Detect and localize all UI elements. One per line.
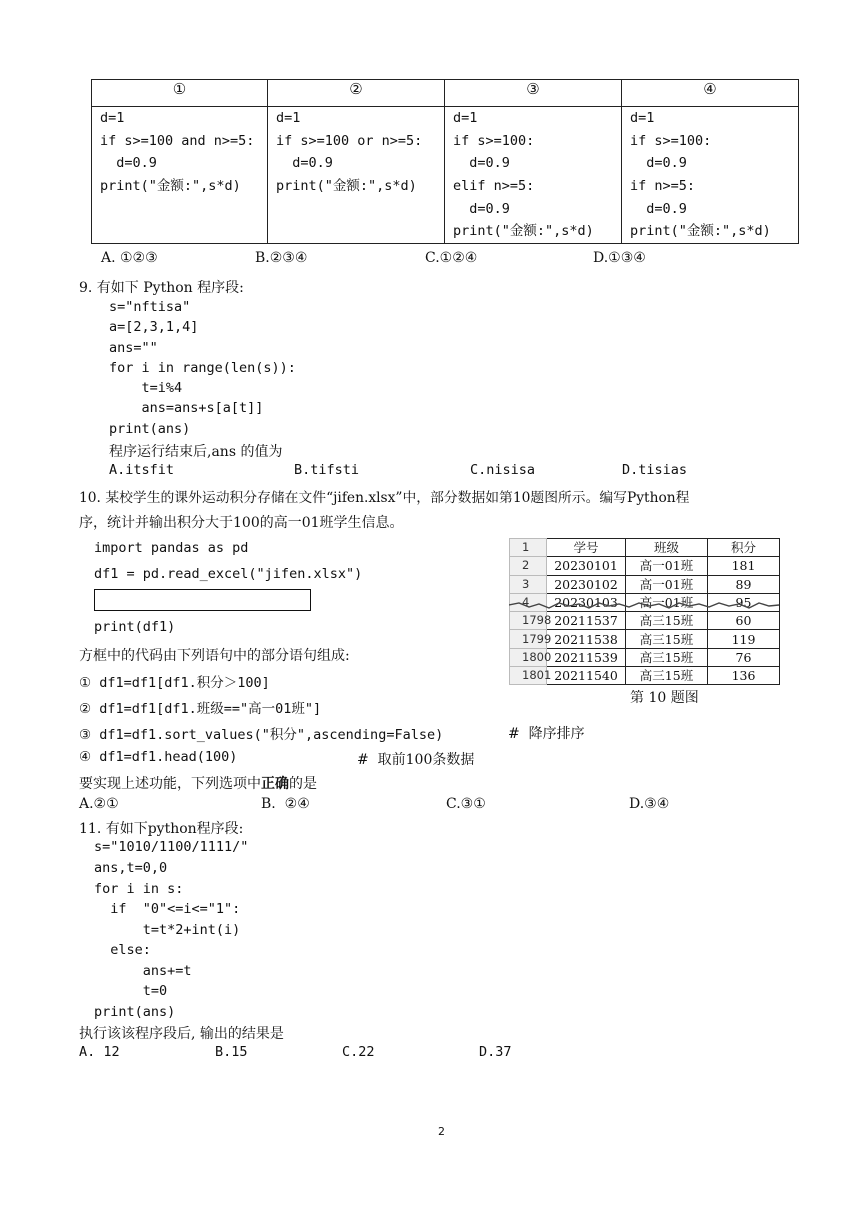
cell-class: 高一01班: [626, 557, 708, 575]
code-line: d=0.9: [630, 200, 687, 217]
code-line: elif n>=5:: [453, 178, 535, 195]
q10-question-end: 的是: [289, 776, 317, 792]
table-row: [510, 557, 780, 575]
code-line: print(ans): [109, 421, 191, 437]
code-line: ans,t=0,0: [94, 860, 168, 876]
table-row: [510, 539, 780, 557]
cell-class: 高三15班: [626, 612, 708, 630]
q10-statement-3: ③ df1=df1.sort_values("积分",ascending=False): [79, 727, 444, 743]
code-line: print("金额:",s*d): [630, 223, 771, 240]
q8-header-4: ④: [622, 80, 799, 107]
cell-class: 高三15班: [626, 648, 708, 666]
row-index: 2: [510, 557, 547, 575]
q10-question-bold: 正确: [261, 776, 289, 792]
code-line: d=0.9: [453, 200, 510, 217]
column-header: 学号: [547, 539, 626, 557]
code-line: for i in range(len(s)):: [109, 360, 296, 376]
tear-line: [509, 603, 779, 608]
q10-option-a: A.②①: [79, 796, 119, 812]
q10-comment-3: # 降序排序: [508, 726, 585, 742]
cell-id: 20211540: [547, 667, 626, 685]
code-line: d=1: [100, 110, 125, 126]
q11-option-b: B.15: [215, 1044, 248, 1060]
q9-option-a: A.itsfit: [109, 462, 175, 478]
cell-score: 60: [708, 612, 780, 630]
q8-code-cell-4: [622, 107, 799, 244]
row-index: 1798: [510, 612, 547, 630]
q8-code-cell-1: [92, 107, 268, 244]
q10-option-d: D.③④: [629, 796, 670, 812]
code-line: d=1: [276, 110, 301, 126]
q10-stem-line2: 序，统计并输出积分大于100的高一01班学生信息。: [79, 515, 404, 531]
code-line: print("金额:",s*d): [100, 178, 241, 195]
q10-statement-2: ② df1=df1[df1.班级=="高一01班"]: [79, 701, 322, 717]
code-line: t=0: [94, 983, 168, 999]
code-line: d=1: [630, 110, 655, 126]
cell-id: 20230102: [547, 575, 626, 593]
cell-class: 高三15班: [626, 630, 708, 648]
q8-header-row: [92, 80, 799, 107]
code-line: d=0.9: [100, 155, 157, 172]
cell-score: 181: [708, 557, 780, 575]
cell-score: 119: [708, 630, 780, 648]
q8-code-table: [91, 79, 799, 244]
code-line: if s>=100 and n>=5:: [100, 132, 255, 149]
code-line: for i in s:: [94, 881, 184, 897]
code-line: if s>=100:: [630, 132, 712, 149]
q8-code-cell-3: [445, 107, 622, 244]
code-line: df1 = pd.read_excel("jifen.xlsx"): [94, 566, 363, 582]
cell-id: 20211537: [547, 612, 626, 630]
code-line: if n>=5:: [630, 178, 696, 195]
code-line: if "0"<=i<="1":: [94, 901, 241, 917]
code-line: ans="": [109, 340, 158, 356]
q10-figure-caption: 第 10 题图: [630, 690, 699, 706]
cell-id: 20211538: [547, 630, 626, 648]
cell-id: 20230103: [547, 593, 626, 611]
table-row: [510, 648, 780, 666]
code-line: print("金额:",s*d): [453, 223, 594, 240]
column-header: 班级: [626, 539, 708, 557]
q10-comment-4: # 取前100条数据: [357, 752, 475, 768]
code-line: s="nftisa": [109, 299, 191, 315]
code-line: t=t*2+int(i): [94, 922, 241, 938]
q8-option-b: B.②③④: [255, 250, 308, 266]
q11-option-c: C.22: [342, 1044, 375, 1060]
q11-question: 执行该该程序段后, 输出的结果是: [79, 1026, 284, 1042]
q10-answer-box: [94, 589, 311, 611]
q10-option-c: C.③①: [446, 796, 486, 812]
row-index: 1: [510, 539, 547, 557]
cell-score: 136: [708, 667, 780, 685]
q8-code-cell-2: [268, 107, 445, 244]
code-line: if s>=100 or n>=5:: [276, 132, 423, 149]
q9-stem: 9. 有如下 Python 程序段:: [79, 280, 244, 296]
code-line: d=0.9: [630, 155, 687, 172]
cell-class: 高一01班: [626, 593, 708, 611]
page-number: 2: [438, 1125, 445, 1138]
q11-option-d: D.37: [479, 1044, 512, 1060]
q10-question-text: 要实现上述功能，下列选项中: [79, 776, 261, 792]
q8-option-c: C.①②④: [425, 250, 478, 266]
code-line: d=1: [453, 110, 478, 126]
table-row: [510, 612, 780, 630]
q9-question: 程序运行结束后,ans 的值为: [109, 444, 283, 460]
table-row: [510, 667, 780, 685]
torn-edge-divider: [509, 600, 779, 612]
row-index: 1800: [510, 648, 547, 666]
q10-stem-line1: 10. 某校学生的课外运动积分存储在文件“jifen.xlsx”中，部分数据如第10题图所示。编写Python程: [79, 490, 690, 506]
column-header: 积分: [708, 539, 780, 557]
cell-score: 89: [708, 575, 780, 593]
cell-id: 20211539: [547, 648, 626, 666]
code-line: ans+=t: [94, 963, 192, 979]
code-line: import pandas as pd: [94, 540, 249, 556]
cell-class: 高三15班: [626, 667, 708, 685]
code-line: if s>=100:: [453, 132, 535, 149]
cell-id: 20230101: [547, 557, 626, 575]
code-line: print("金额:",s*d): [276, 178, 417, 195]
row-index: 1799: [510, 630, 547, 648]
code-line: a=[2,3,1,4]: [109, 319, 199, 335]
row-index: 1801: [510, 667, 547, 685]
q10-statement-4: ④ df1=df1.head(100): [79, 749, 238, 765]
q8-code-row: [92, 107, 799, 244]
q9-option-b: B.tifsti: [294, 462, 360, 478]
code-line: d=0.9: [453, 155, 510, 172]
row-index: 3: [510, 575, 547, 593]
q10-question: [79, 773, 317, 793]
code-line: ans=ans+s[a[t]]: [109, 400, 264, 416]
q8-option-a: A. ①②③: [101, 250, 158, 266]
code-line: d=0.9: [276, 155, 333, 172]
q8-header-2: ②: [268, 80, 445, 107]
table-row: [510, 575, 780, 593]
q10-statement-1: ① df1=df1[df1.积分＞100]: [79, 675, 270, 691]
q8-option-d: D.①③④: [593, 250, 646, 266]
cell-score: 76: [708, 648, 780, 666]
code-line: print(df1): [94, 619, 176, 635]
code-line: s="1010/1100/1111/": [94, 839, 249, 855]
q8-header-3: ③: [445, 80, 622, 107]
q8-header-1: ①: [92, 80, 268, 107]
q9-option-d: D.tisias: [622, 462, 688, 478]
q11-stem: 11. 有如下python程序段:: [79, 821, 244, 837]
code-line: print(ans): [94, 1004, 176, 1020]
code-line: t=i%4: [109, 380, 183, 396]
code-line: else:: [94, 942, 151, 958]
q10-box-intro: 方框中的代码由下列语句中的部分语句组成:: [79, 648, 350, 664]
q11-option-a: A. 12: [79, 1044, 120, 1060]
q10-option-b: B. ②④: [261, 796, 310, 812]
cell-score: 95: [708, 593, 780, 611]
q9-option-c: C.nisisa: [470, 462, 536, 478]
row-index: 4: [510, 593, 547, 611]
table-row: [510, 630, 780, 648]
cell-class: 高一01班: [626, 575, 708, 593]
